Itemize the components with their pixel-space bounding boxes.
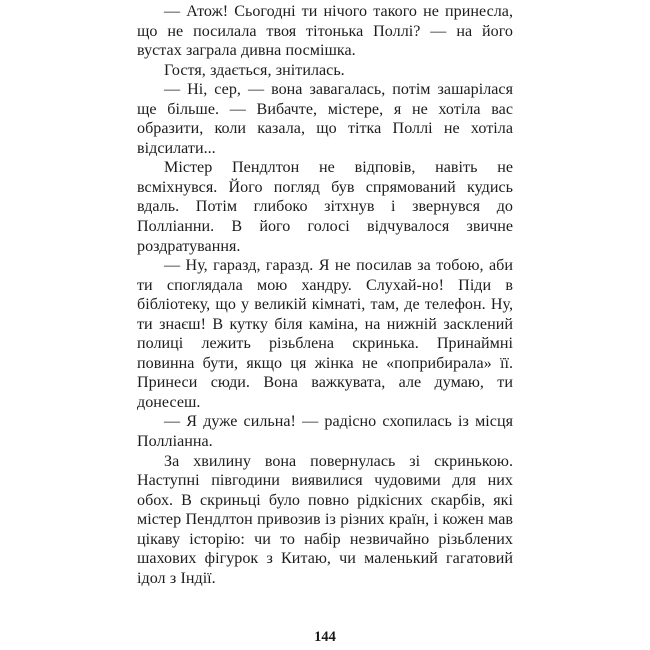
paragraph: — Атож! Сьогодні ти нічого такого не принесла, що не посилала твоя тітонька Поллі? — на його вустах заграла дивна посмішка. bbox=[137, 3, 513, 60]
paragraph: Містер Пендлтон не відповів, навіть не всміхнувся. Його погляд був спрямований кудись вдаль. Потім глибоко зітхнув і звернувся до Полліанни. В його голосі відчувалося звичне роздратування. bbox=[137, 159, 513, 255]
paragraph: — Я дуже сильна! — радісно схопилась із місця Полліанна. bbox=[137, 413, 513, 451]
paragraph: — Ну, гаразд, гаразд. Я не посилав за тобою, аби ти споглядала мою хандру. Слухай-но! Піди в бібліотеку, що у великій кімнаті, там, де телефон. Ну, ти знаєш! В кутку біля каміна, на нижній засклений полиці лежить різьблена скринька. Принаймні повинна бути, якщо ця жінка не «поприбирала» її. Принеси сюди. Вона важкувата, але думаю, ти донесеш. bbox=[137, 257, 513, 411]
page-text-block bbox=[137, 2, 513, 588]
paragraph: — Ні, сер, — вона завагалась, потім зашарілася ще більше. — Вибачте, містере, я не хотіла вас образити, коли казала, що тітка Поллі не хотіла відсилати... bbox=[137, 81, 513, 157]
paragraph: За хвилину вона повернулась зі скринькою. Наступні півгодини виявилися чудовими для них обох. В скриньці було повно рідкісних скарбів, які містер Пендлтон привозив із різних країн, і кожен мав цікаву історію: чи то набір незвичайно різьблених шахових фігурок з Китаю, чи маленький гагатовий ідол з Індії. bbox=[137, 452, 513, 587]
page-number: 144 bbox=[314, 629, 336, 645]
paragraph: Гостя, здається, знітилась. bbox=[164, 61, 345, 79]
